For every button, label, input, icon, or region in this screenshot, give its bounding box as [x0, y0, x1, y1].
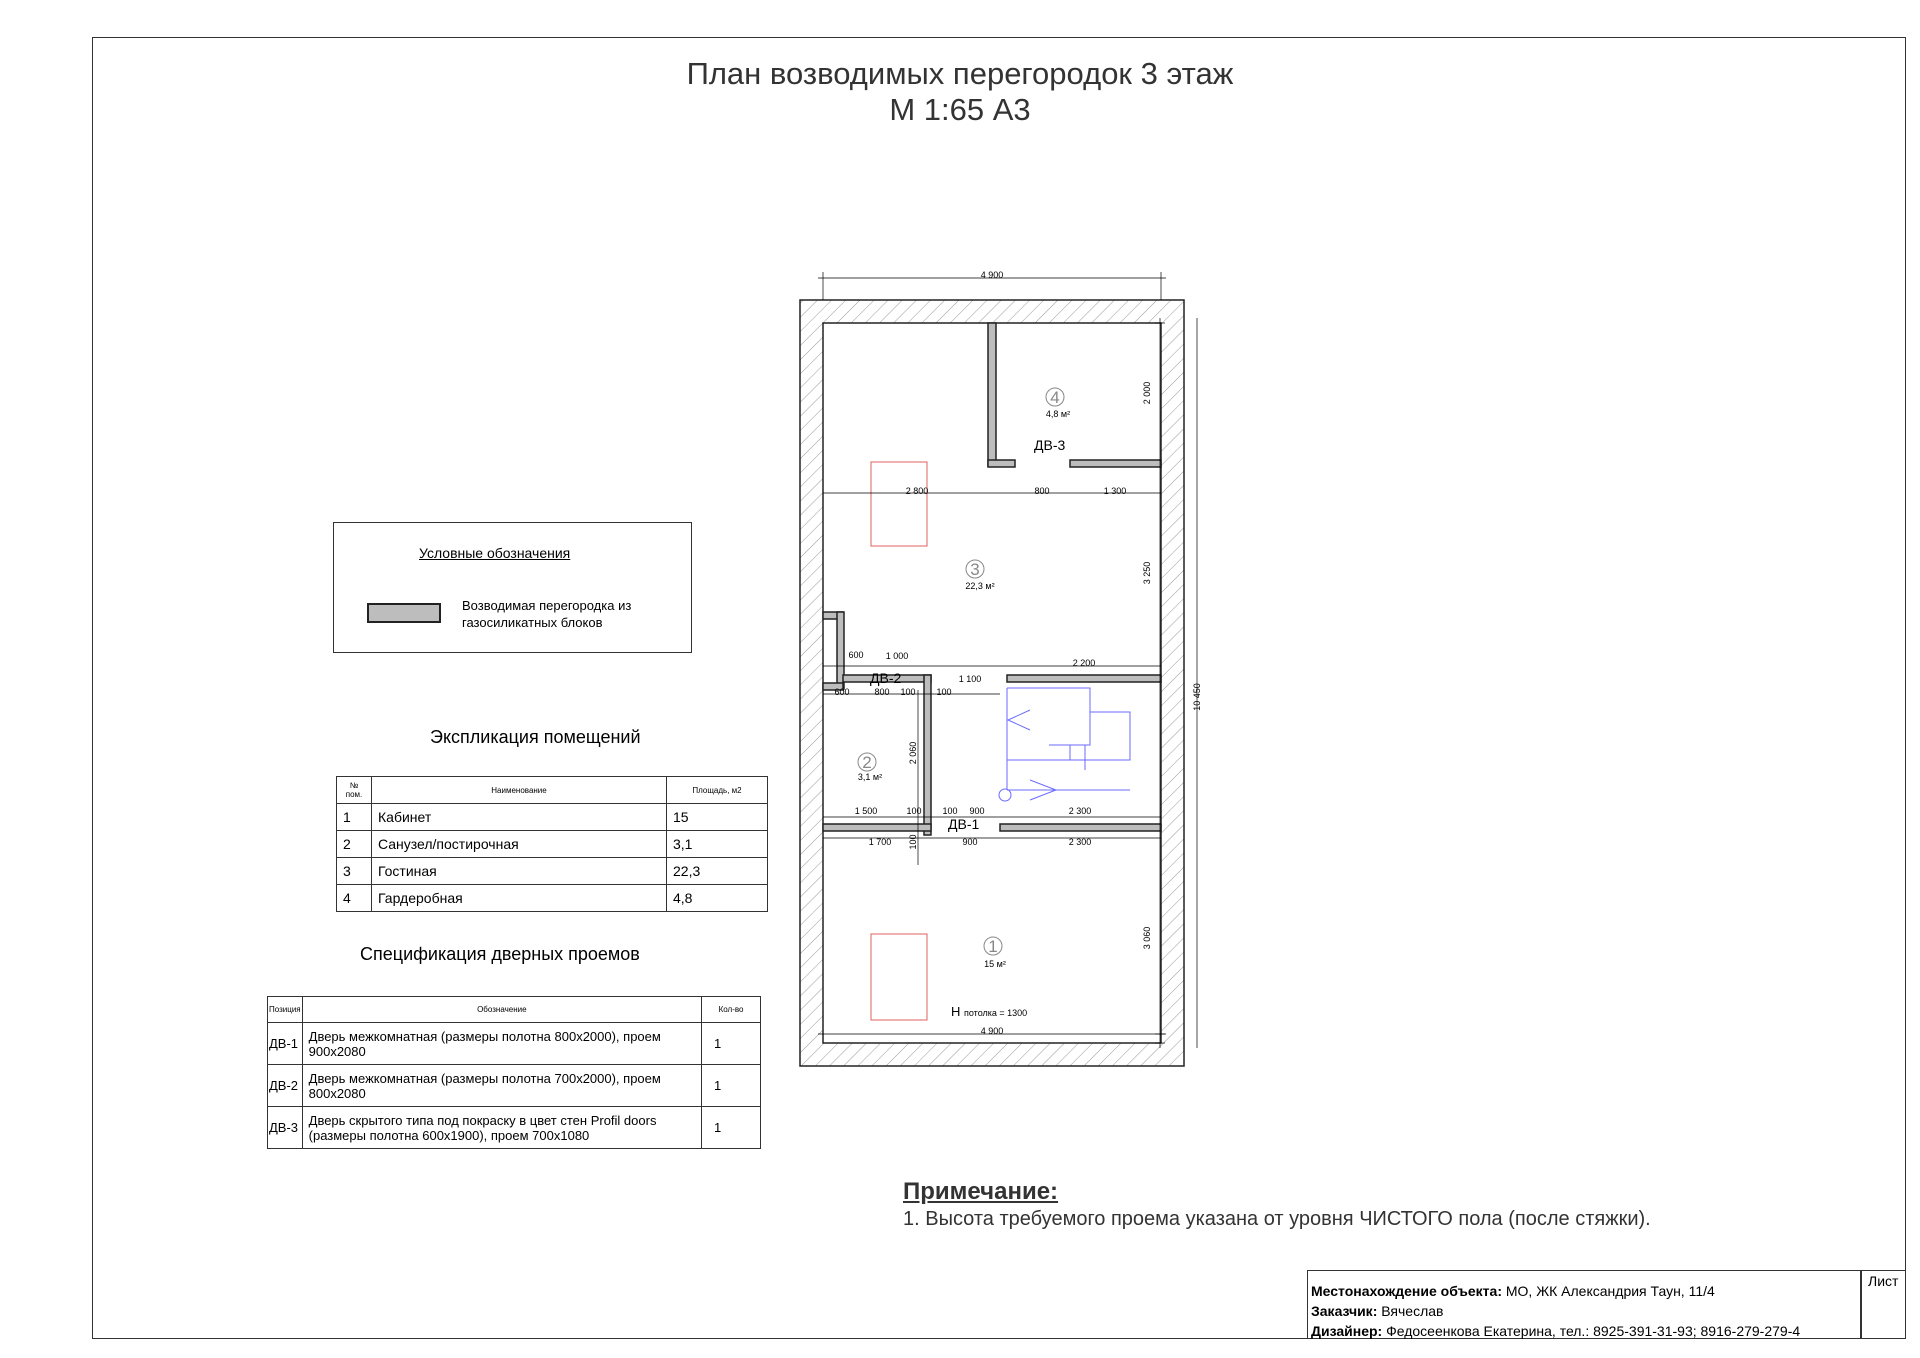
- table-row: [268, 1107, 761, 1149]
- dim-r3-1100: 1 100: [958, 674, 982, 684]
- partition-room4-left: [988, 460, 1015, 467]
- doors-cell: Дверь межкомнатная (размеры полотна 700х2000), проем 800х2080: [302, 1065, 701, 1107]
- dim-r3-2200: 2 200: [1072, 658, 1096, 668]
- dim-r1-1700: 1 700: [868, 837, 892, 847]
- doors-table: [267, 996, 761, 1149]
- room-4-area: 4,8 м²: [1045, 409, 1071, 419]
- doors-header-qty: Кол-во: [702, 997, 761, 1023]
- door-label-dv2: ДВ-2: [870, 670, 902, 686]
- room-3-number: 3: [970, 560, 980, 579]
- doors-cell: ДВ-2: [268, 1065, 303, 1107]
- door-label-dv1: ДВ-1: [948, 816, 980, 832]
- dim-r2-height: 2 060: [908, 741, 918, 765]
- stamp-client-label: Заказчик:: [1311, 1303, 1378, 1319]
- explication-cell: Санузел/постирочная: [372, 831, 667, 858]
- table-row: [337, 885, 768, 912]
- explication-cell: Гостиная: [372, 858, 667, 885]
- explication-header-area: Площадь, м2: [667, 777, 768, 804]
- stamp-location-label: Местонахождение объекта:: [1311, 1283, 1502, 1299]
- partition-room4-right: [1070, 460, 1161, 467]
- doors-cell: Дверь межкомнатная (размеры полотна 800х2000), проем 900х2080: [302, 1023, 701, 1065]
- partition-room1-top-right: [1000, 824, 1161, 831]
- explication-title: Экспликация помещений: [430, 727, 641, 747]
- partition-room1-top-left: [823, 824, 931, 831]
- explication-table: [336, 776, 768, 912]
- doors-cell: ДВ-3: [268, 1107, 303, 1149]
- table-row: [337, 858, 768, 885]
- dim-r4-door: 800: [1034, 486, 1050, 496]
- explication-cell: 3,1: [667, 831, 768, 858]
- note-text: 1. Высота требуемого проема указана от уровня ЧИСТОГО пола (после стяжки).: [903, 1208, 1651, 1230]
- table-row: [268, 1065, 761, 1107]
- room-2-area: 3,1 м²: [857, 772, 883, 782]
- doors-cell: 1: [702, 1065, 761, 1107]
- dim-r2-100b: 100: [942, 806, 958, 816]
- explication-header-row: [337, 777, 768, 804]
- dim-room1-height: 3 060: [1142, 926, 1152, 950]
- stamp-designer: [1311, 1321, 1860, 1339]
- dim-r3-100b: 100: [936, 687, 952, 697]
- dim-r4-left: 2 800: [905, 486, 929, 496]
- room-4-number: 4: [1050, 388, 1060, 407]
- door-label-dv3: ДВ-3: [1034, 437, 1066, 453]
- stamp-location-value: МО, ЖК Александрия Таун, 11/4: [1501, 1283, 1715, 1299]
- table-row: [337, 831, 768, 858]
- room-3-area: 22,3 м²: [965, 581, 995, 591]
- dim-r2-900: 900: [969, 806, 985, 816]
- doors-cell: 1: [702, 1107, 761, 1149]
- dim-room3-height: 3 250: [1142, 561, 1152, 585]
- dim-r3-1000: 1 000: [885, 651, 909, 661]
- title-line-2: М 1:65 А3: [889, 92, 1031, 127]
- room-1-number: 1: [988, 937, 998, 956]
- doors-header-pos: Позиция: [268, 997, 303, 1023]
- ceiling-height-text: потолка = 1300: [964, 1008, 1028, 1018]
- explication-header-num: № пом.: [337, 777, 372, 804]
- sheet-label: Лист: [1868, 1273, 1899, 1289]
- explication-cell: Гардеробная: [372, 885, 667, 912]
- dim-r3-600a: 600: [848, 650, 864, 660]
- table-row: [337, 804, 768, 831]
- stamp-client: [1311, 1301, 1860, 1321]
- stamp-location: [1311, 1281, 1860, 1301]
- partition-room2-right: [924, 675, 931, 835]
- room-1-area: 15 м²: [984, 959, 1006, 969]
- explication-cell: Кабинет: [372, 804, 667, 831]
- explication-cell: 4,8: [667, 885, 768, 912]
- stamp-designer-label: Дизайнер:: [1311, 1323, 1383, 1339]
- room-2-number: 2: [862, 753, 872, 772]
- explication-cell: 1: [337, 804, 372, 831]
- dim-r1-2300: 2 300: [1068, 837, 1092, 847]
- dim-r1-900: 900: [962, 837, 978, 847]
- dim-r2-100a: 100: [906, 806, 922, 816]
- ceiling-h-letter: Н: [951, 1004, 961, 1019]
- explication-cell: 15: [667, 804, 768, 831]
- title-block: [1307, 1270, 1861, 1339]
- table-row: [268, 1023, 761, 1065]
- doors-cell: Дверь скрытого типа под покраску в цвет стен Profil doors (размеры полотна 600х1900), проем 700х1080: [302, 1107, 701, 1149]
- note-heading: Примечание:: [903, 1178, 1059, 1205]
- doors-header-name: Обозначение: [302, 997, 701, 1023]
- dim-r2-1500: 1 500: [854, 806, 878, 816]
- partition-swatch: [367, 603, 441, 623]
- legend-box: [333, 522, 692, 653]
- legend-item-text: Возводимая перегородка из газосиликатных блоков: [462, 598, 632, 630]
- dim-r2-2300: 2 300: [1068, 806, 1092, 816]
- stamp-client-value: Вячеслав: [1377, 1303, 1444, 1319]
- dim-r4-right: 1 300: [1103, 486, 1127, 496]
- dim-r3-600b: 600: [834, 687, 850, 697]
- dim-r3-100a: 100: [900, 687, 916, 697]
- doors-cell: 1: [702, 1023, 761, 1065]
- title-line-1: План возводимых перегородок 3 этаж: [686, 56, 1234, 91]
- explication-header-name: Наименование: [372, 777, 667, 804]
- explication-cell: 3: [337, 858, 372, 885]
- dim-r3-800: 800: [874, 687, 890, 697]
- doors-cell: ДВ-1: [268, 1023, 303, 1065]
- dim-r1-100: 100: [908, 834, 918, 850]
- partition-room4-vertical: [988, 323, 996, 466]
- explication-cell: 22,3: [667, 858, 768, 885]
- legend-heading: Условные обозначения: [419, 545, 571, 561]
- partition-room3-bottom-right: [1007, 675, 1161, 682]
- dim-room4-height: 2 000: [1142, 381, 1152, 405]
- explication-cell: 4: [337, 885, 372, 912]
- explication-cell: 2: [337, 831, 372, 858]
- dim-bottom-width: 4 900: [980, 1026, 1004, 1036]
- sheet-cell: [1861, 1270, 1906, 1339]
- doors-title: Спецификация дверных проемов: [360, 944, 640, 964]
- doors-header-row: [268, 997, 761, 1023]
- dim-total-height: 10 450: [1192, 683, 1202, 711]
- dim-top-width: 4 900: [980, 270, 1004, 280]
- stamp-designer-value: Федосеенкова Екатерина, тел.: 8925-391-31-93; 8916-279-279-4: [1382, 1323, 1801, 1339]
